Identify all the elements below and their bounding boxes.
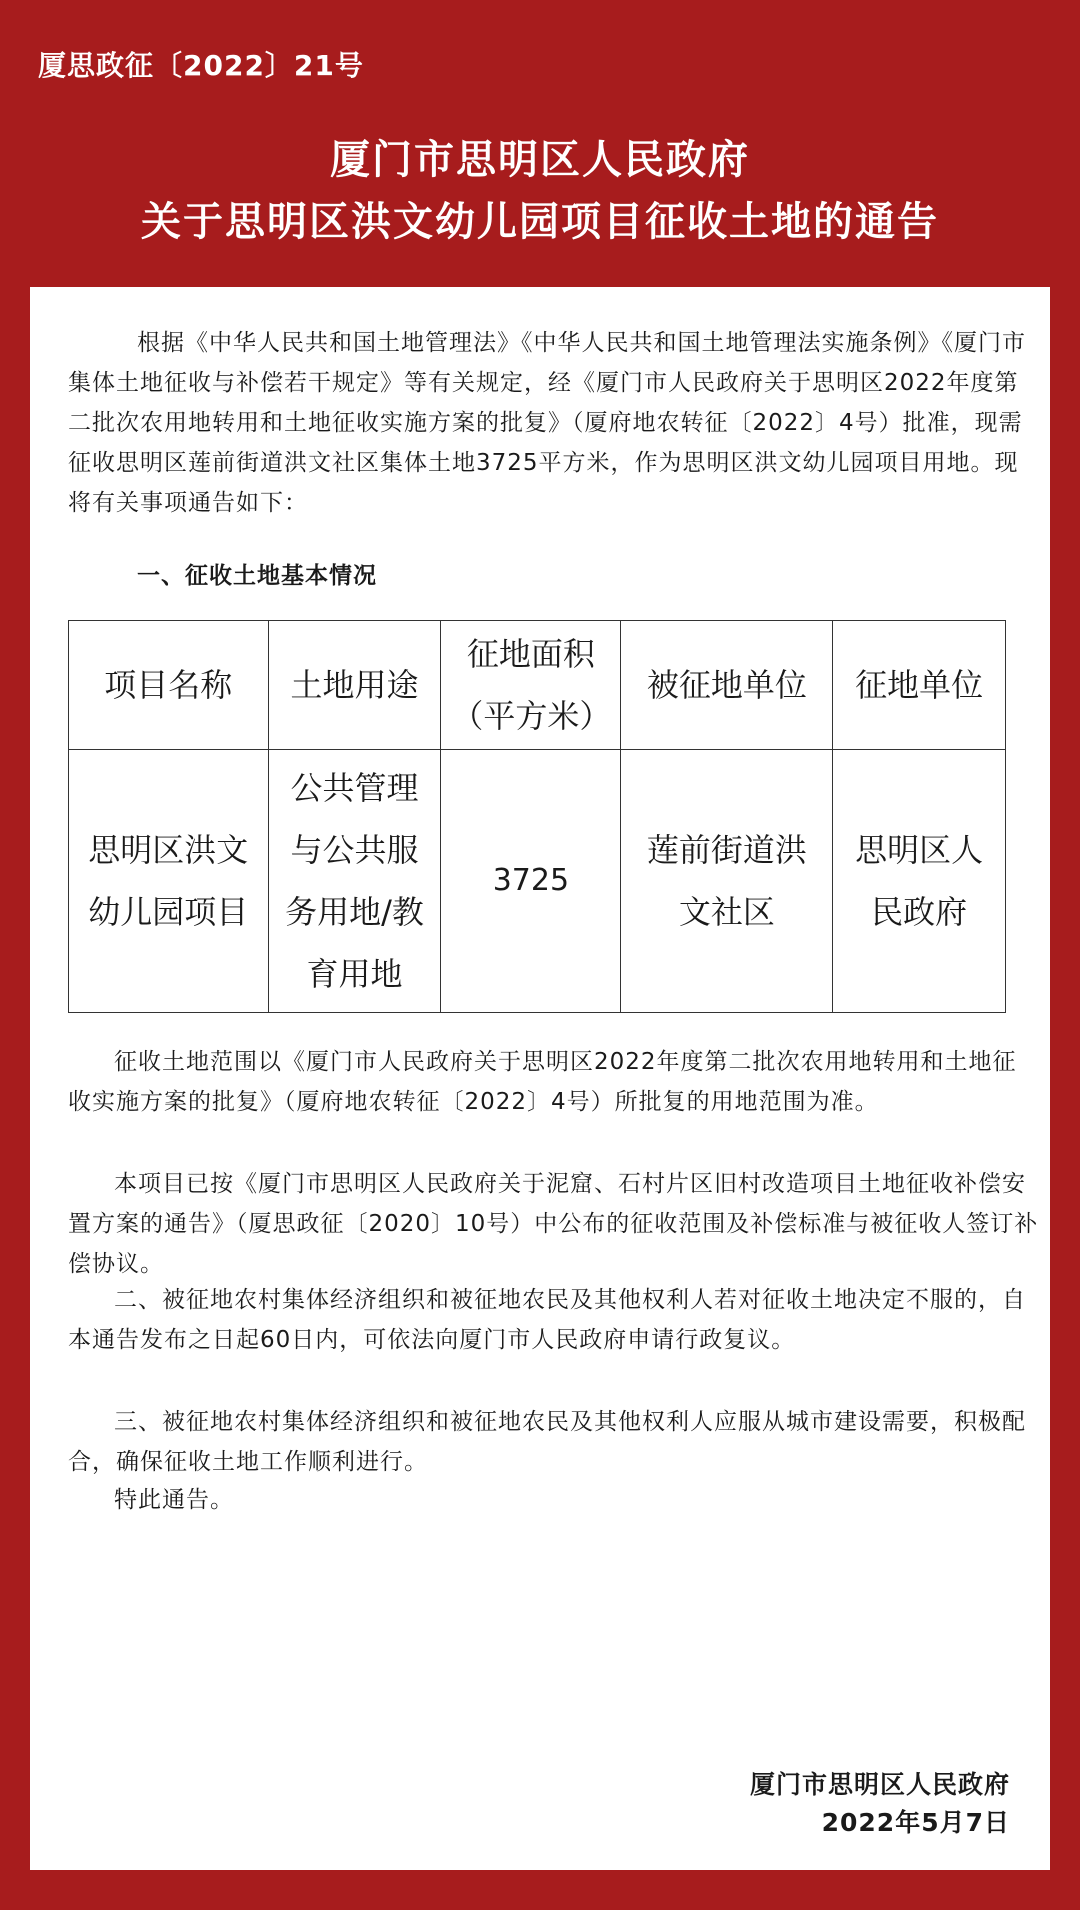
title-line-2: 关于思明区洪文幼儿园项目征收土地的通告 [141, 199, 939, 245]
compensation-paragraph: 本项目已按《厦门市思明区人民政府关于泥窟、石村片区旧村改造项目土地征收补偿安置方案的通告》（厦思政征〔2020〕10号）中公布的征收范围及补偿标准与被征收人签订补偿协议。 [68, 1171, 1039, 1277]
table-header-row [69, 621, 1006, 750]
header-expropriating-unit: 征地单位 [833, 621, 1006, 750]
range-paragraph: 征收土地范围以《厦门市人民政府关于思明区2022年度第二批次农用地转用和土地征收实施方案的批复》（厦府地农转征〔2022〕4号）所批复的用地范围为准。 [68, 1049, 1017, 1115]
section-2-paragraph: 二、被征地农村集体经济组织和被征地农民及其他权利人若对征收土地决定不服的，自本通告发布之日起60日内，可依法向厦门市人民政府申请行政复议。 [68, 1287, 1026, 1353]
signature-date: 2022年5月7日 [821, 1808, 1010, 1837]
section-1-heading: 一、征收土地基本情况 [137, 563, 377, 589]
header-project-name: 项目名称 [69, 621, 269, 750]
table-row [69, 750, 1006, 1013]
header-land-use: 土地用途 [268, 621, 441, 750]
title-line-1: 厦门市思明区人民政府 [330, 137, 750, 183]
cell-land-use: 公共管理与公共服务用地/教育用地 [268, 750, 441, 1013]
header-area: 征地面积（平方米） [441, 621, 621, 750]
section-3-paragraph: 三、被征地农村集体经济组织和被征地农民及其他权利人应服从城市建设需要，积极配合，确保征收土地工作顺利进行。 [68, 1409, 1026, 1475]
cell-expropriating-unit: 思明区人民政府 [833, 750, 1006, 1013]
cell-expropriated-unit: 莲前街道洪文社区 [621, 750, 833, 1013]
header-expropriated-unit: 被征地单位 [621, 621, 833, 750]
cell-area: 3725 [441, 750, 621, 1013]
signature-organization: 厦门市思明区人民政府 [749, 1770, 1010, 1799]
document-number: 厦思政征〔2022〕21号 [38, 49, 364, 82]
intro-paragraph: 根据《中华人民共和国土地管理法》《中华人民共和国土地管理法实施条例》《厦门市集体土地征收与补偿若干规定》等有关规定，经《厦门市人民政府关于思明区2022年度第二批次农用地转用和土地征收实施方案的批复》（厦府地农转征〔2022〕4号）批准，现需征收思明区莲前街道洪文社区集体土地3725平方米，作为思明区洪文幼儿园项目用地。现将有关事项通告如下： [68, 330, 1026, 516]
land-info-table [68, 620, 1006, 1013]
notice-content-panel [30, 287, 1050, 1870]
cell-project-name: 思明区洪文幼儿园项目 [69, 750, 269, 1013]
closing-text: 特此通告。 [114, 1487, 234, 1513]
